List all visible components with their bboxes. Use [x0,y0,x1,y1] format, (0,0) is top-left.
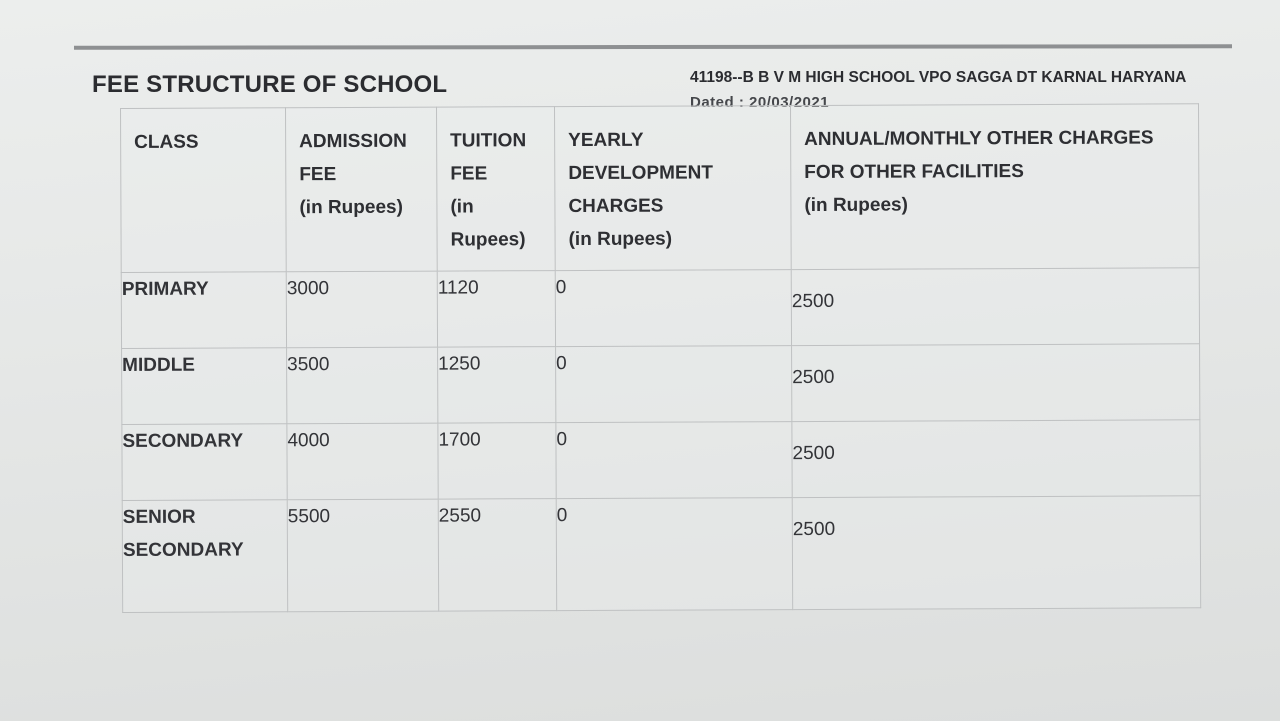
fee-table [120,103,1201,613]
class-cell: MIDDLE [122,348,287,425]
development-cell: 0 [556,422,792,499]
class-cell: PRIMARY [121,272,286,349]
page-title: FEE STRUCTURE OF SCHOOL [92,71,448,98]
class-cell: SENIOR SECONDARY [122,500,287,613]
tuition-cell: 2550 [438,499,556,612]
top-divider [74,44,1232,50]
table-row [122,496,1200,613]
admission-cell: 3000 [286,271,437,348]
admission-cell: 4000 [287,423,438,500]
development-cell: 0 [555,270,791,347]
header-other-charges: ANNUAL/MONTHLY OTHER CHARGES FOR OTHER FACILITIES (in Rupees) [790,104,1199,270]
tuition-cell: 1250 [438,347,556,424]
table-row [122,344,1200,425]
other-charges-cell: 2500 [791,268,1199,346]
table-row [121,268,1199,349]
other-charges-cell: 2500 [792,420,1200,498]
tuition-cell: 1120 [437,271,555,348]
tuition-cell: 1700 [438,423,556,500]
table-header-row [121,104,1200,273]
admission-cell: 5500 [287,499,438,612]
development-cell: 0 [556,346,792,423]
header-tuition-fee: TUITION FEE (in Rupees) [436,107,555,272]
admission-cell: 3500 [287,347,438,424]
other-charges-cell: 2500 [792,344,1200,422]
header-development-charges: YEARLY DEVELOPMENT CHARGES (in Rupees) [554,106,791,271]
other-charges-cell: 2500 [792,496,1200,610]
class-cell: SECONDARY [122,424,287,501]
table-row [122,420,1200,501]
header-admission-fee: ADMISSION FEE (in Rupees) [286,107,438,272]
header-class: CLASS [121,108,287,273]
school-name: 41198--B B V M HIGH SCHOOL VPO SAGGA DT KARNAL HARYANA [690,69,1187,86]
dated-text: Dated : 20/03/2021 [690,94,830,111]
development-cell: 0 [556,498,792,611]
